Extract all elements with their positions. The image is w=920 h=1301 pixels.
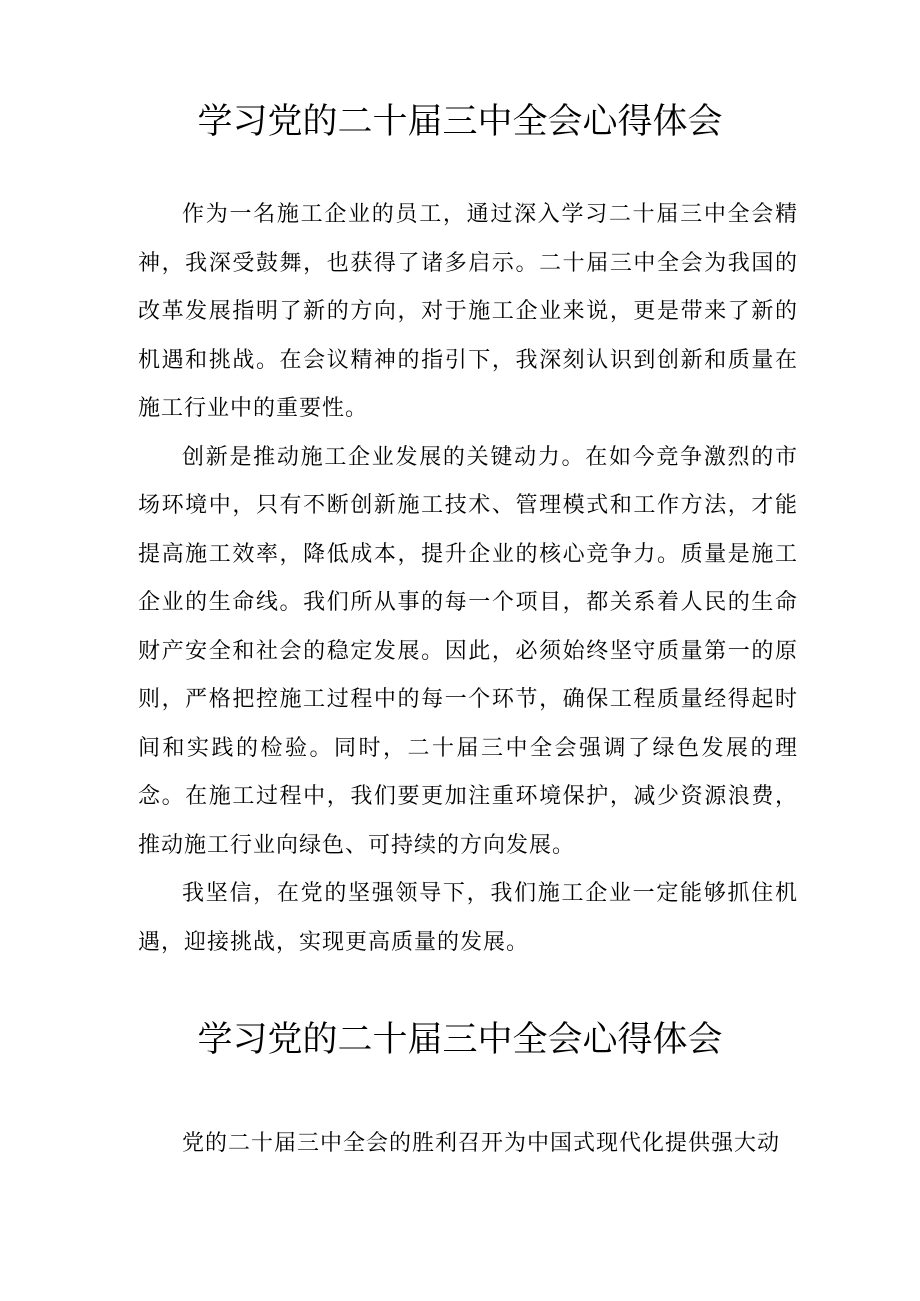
second-essay-title: 学习党的二十届三中全会心得体会 — [197, 1020, 723, 1060]
paragraph: 党的二十届三中全会的胜利召开为中国式现代化提供强大动 — [182, 1131, 781, 1156]
paragraph: 作为一名施工企业的员工，通过深入学习二十届三中全会精神，我深受鼓舞，也获得了诸多启示。二十届三中全会为我国的改革发展指明了新的方向，对于施工企业来说，更是带来了新的机遇和挑战。在会议精神的指引下，我深刻认识到创新和质量在施工行业中的重要性。 — [138, 202, 798, 421]
second-essay-body — [138, 1120, 798, 1169]
paragraph: 我坚信，在党的坚强领导下，我们施工企业一定能够抓住机遇，迎接挑战，实现更高质量的发展。 — [138, 881, 798, 955]
paragraph: 创新是推动施工企业发展的关键动力。在如今竞争激烈的市场环境中，只有不断创新施工技术、管理模式和工作方法，才能提高施工效率，降低成本，提升企业的核心竞争力。质量是施工企业的生命线。我们所从事的每一个项目，都关系着人民的生命财产安全和社会的稳定发展。因此，必须始终坚守质量第一的原则，严格把控施工过程中的每一个环节，确保工程质量经得起时间和实践的检验。同时，二十届三中全会强调了绿色发展的理念。在施工过程中，我们要更加注重环境保护，减少资源浪费，推动施工行业向绿色、可持续的方向发展。 — [138, 444, 798, 858]
essay-body — [138, 191, 798, 967]
page-title: 学习党的二十届三中全会心得体会 — [197, 102, 723, 142]
